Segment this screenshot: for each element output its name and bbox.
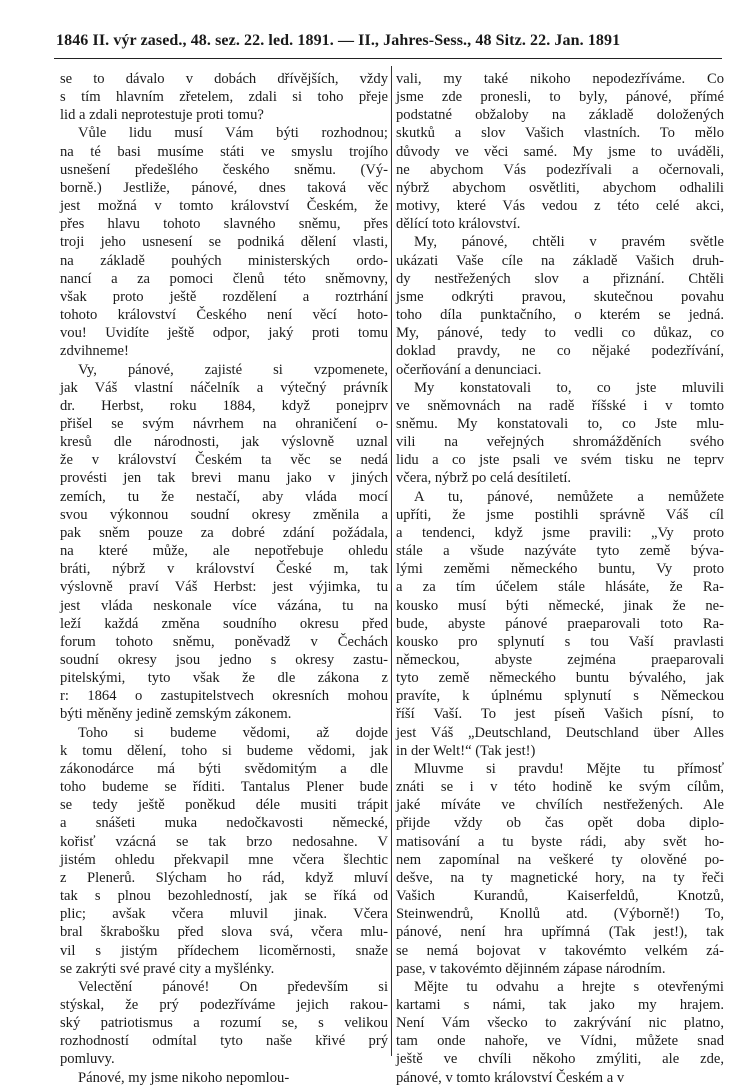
- text-line: jaké míváte ve chvílích nestřežených. Ale: [396, 797, 724, 814]
- text-line: kousko pro splynutí s tou Vaší pravlasti: [396, 633, 724, 650]
- text-line: My, pánové, chtěli v pravém světle: [414, 234, 724, 251]
- text-line: a za tím účelem stále hlásáte, že Ra-: [396, 579, 724, 596]
- column-divider: [391, 66, 392, 1056]
- text-line: sněmu. My konstatovali to, co Jste mlu-: [396, 415, 724, 432]
- text-line: ský patriotismus a rozumí se, s velikou: [60, 1015, 388, 1032]
- text-line: zemích, tu že nestačí, aby vláda mocí: [60, 488, 388, 505]
- text-line: kartami s námi, tak jako my hrajem.: [396, 996, 724, 1013]
- text-line: říší Vaší. To jest píseň Vašich písní, to: [396, 706, 724, 723]
- text-line: Vůle lidu musí Vám býti rozhodnou;: [78, 125, 388, 142]
- header-rule: [54, 58, 722, 59]
- left-column: [60, 70, 388, 1087]
- text-line: soudní okresy jsou jedno s okresy zastu-: [60, 652, 388, 668]
- text-line: býti měněny jedině zemským zákonem.: [60, 706, 292, 723]
- text-line: Vašich Kurandů, Kaiserfeldů, Knotzů,: [396, 888, 724, 905]
- text-line: ne abychom Vás podezřívali a očernovali,: [396, 161, 724, 178]
- text-line: skutků a slov Vašich vlastních. To mělo: [396, 125, 724, 142]
- text-line: A tu, pánové, nemůžete a nemůžete: [414, 488, 724, 505]
- text-line: svou výkonnou soudní okresy změnila a: [60, 506, 388, 523]
- text-line: však proto ještě rozdělení a roztrhání: [60, 288, 388, 305]
- text-line: s tím hlavním zřetelem, zdali si toho přeje: [60, 89, 388, 106]
- text-line: upříti, že jsme postihli správně Váš cíl: [396, 506, 724, 523]
- text-line: kořisť vzácná se tak brzo nedosahne. V: [60, 833, 388, 850]
- text-line: bude, abyste pánové praeparovali toto Ra-: [396, 615, 724, 632]
- text-line: výslovně praví Váš Herbst: jest výjimka, tu: [60, 579, 388, 596]
- text-line: matisování a tu byste rádi, aby svět ho-: [396, 833, 724, 850]
- text-line: ještě ve chvíli někoho zmýliti, ale zde,: [396, 1051, 724, 1068]
- text-line: troji jeho usnesení se podniká dělení vlasti,: [60, 234, 388, 251]
- text-line: pánové, v tomto království Českém a v: [396, 1069, 625, 1086]
- text-line: pravíte, k úplnému splynutí s Německou: [396, 688, 724, 705]
- text-line: dy nestřežených slov a přiznání. Chtěli: [396, 270, 724, 287]
- text-line: přišel se svým návrhem na ohraničení o-: [60, 415, 388, 432]
- text-line: očerňování a denunciaci.: [396, 361, 542, 378]
- text-line: Steinwendrů, Knollů atd. (Výborně!) To,: [396, 906, 724, 923]
- text-line: na které může, ale nepotřebuje ohledu: [60, 543, 388, 560]
- text-line: Toho si budeme vědomi, až dojde: [78, 724, 388, 741]
- text-line: provésti jen tak brevi manu jako v jiných: [60, 470, 388, 487]
- text-line: jak Váš vlastní náčelník a výtečný právník: [60, 379, 388, 396]
- text-line: Mluvme si pravdu! Mějte tu přímosť: [414, 760, 724, 777]
- text-line: stýskal, že prý podezříváme jejich rakou-: [60, 996, 388, 1013]
- text-line: německou, abyste zejména praeparovali: [396, 652, 724, 668]
- text-line: tyto země německého buntu bývalého, jak: [396, 670, 724, 687]
- text-line: leží každá změna soudního okresu před: [60, 615, 388, 632]
- text-line: Mějte tu odvahu a hrejte s otevřenými: [414, 978, 724, 995]
- text-line: stále a všude nazýváte tyto země býva-: [396, 543, 724, 560]
- text-line: lými zeměmi německého buntu, Vy proto: [396, 561, 724, 578]
- text-line: přes hlavu tohoto slavného sněmu, přes: [60, 216, 388, 233]
- text-line: včera, nýbrž po celá desítiletí.: [396, 470, 572, 487]
- text-line: ve sněmovnách na radě říšské i v tomto: [396, 397, 724, 414]
- text-line: zákonodárce má býti svědomitým a dle: [60, 760, 388, 777]
- text-line: tak s plnou bezohledností, jak se říká od: [60, 888, 388, 905]
- text-line: nýbrž abychom osvětliti, abychom odhalili: [396, 179, 724, 196]
- text-line: lidu a co jste psali ve svém tisku ne teprv: [396, 452, 724, 469]
- text-line: jsme zde pronesli, to byly, pánové, přímé: [396, 89, 724, 106]
- text-line: toho budeme se říditi. Tantalus Plener bude: [60, 779, 388, 796]
- text-line: se nemá bojovat v takovémto velkém zá-: [396, 942, 724, 959]
- right-column: [396, 70, 724, 1087]
- text-line: ukázati Vaše cíle na základě Vašich druh-: [396, 252, 724, 269]
- text-line: vil s jistým přídechem licoměrnosti, snaže: [60, 942, 388, 959]
- text-line: podstatné obžaloby na základě doložených: [396, 107, 724, 124]
- text-line: Velectění pánové! On především si: [78, 978, 388, 995]
- text-line: dr. Herbst, roku 1884, když ponejprv: [60, 397, 388, 414]
- text-line: rozhodností odmítal tyto naše křivé prý: [60, 1033, 388, 1050]
- text-line: My, pánové, tedy to vedli co důkaz, co: [396, 325, 724, 342]
- text-line: in der Welt!“ (Tak jest!): [396, 742, 536, 759]
- text-line: zdvihneme!: [60, 343, 129, 360]
- text-line: dělící toto království.: [396, 216, 521, 233]
- text-line: k tomu dělení, toho si budeme vědomi, jak: [60, 742, 388, 759]
- text-line: jsme odkrýti pravou, skutečnou povahu: [396, 288, 724, 305]
- text-line: přijde vždy ob čas opět doba diplo-: [396, 815, 724, 832]
- text-line: usnešení předešlého českého sněmu. (Vý-: [60, 161, 388, 178]
- text-line: vali, my také nikoho nepodezříváme. Co: [396, 71, 724, 87]
- text-line: tohoto království Českého není věcí hoto-: [60, 307, 388, 324]
- text-line: plic; avšak včera mluvil jinak. Včera: [60, 906, 388, 923]
- text-line: se tedy ještě poněkud déle musiti trápit: [60, 797, 388, 814]
- text-line: znáti se i v této hodině ke svým cílům,: [396, 779, 724, 796]
- text-line: Není Vám všecko to zakrývání nic platno,: [396, 1015, 724, 1032]
- text-line: kresů dle národnosti, jak výslovně uznal: [60, 434, 388, 451]
- text-line: motivy, které Vás vedou z této celé akci,: [396, 198, 724, 215]
- text-line: vili na veřejných shromážděních svého: [396, 434, 724, 451]
- text-line: a snášeti muka nedočkavosti německé,: [60, 815, 388, 832]
- text-line: forum tohoto sněmu, poněvadž v Čechách: [60, 633, 388, 650]
- text-line: kousko musí býti německé, jinak že ne-: [396, 597, 724, 614]
- text-line: se zakrýti své pravé city a myšlénky.: [60, 960, 275, 977]
- text-line: pomluvy.: [60, 1051, 115, 1068]
- text-line: jest možná v tomto království Českém, že: [60, 198, 388, 215]
- text-line: r: 1864 o zastupitelstvech okresních mohou: [60, 688, 388, 705]
- text-line: z Plenerů. Slýcham ho rád, když mluví: [60, 869, 388, 886]
- text-line: lid a zdali neprotestuje proti tomu?: [60, 107, 264, 124]
- text-line: jest Váš „Deutschland, Deutschland über Alles: [396, 724, 724, 741]
- text-line: na základě pouhých ministerských ordo-: [60, 252, 388, 269]
- page-header: 1846 II. výr zased., 48. sez. 22. led. 1891. — II., Jahres-Sess., 48 Sitz. 22. Jan. 1891: [56, 32, 621, 49]
- text-line: nem zapomínal na veškeré ty olověné po-: [396, 851, 724, 868]
- text-line: Pánové, my jsme nikoho nepomlou-: [78, 1069, 290, 1086]
- text-line: pak sněm pouze za dobré zdání požádala,: [60, 524, 388, 541]
- text-line: že v království Českém ta věc se nedá: [60, 452, 388, 469]
- text-line: důvody ve věci samé. My jsme to uváděli,: [396, 143, 724, 160]
- text-line: jest vláda neskonale více vázána, tu na: [60, 597, 388, 614]
- text-line: pitelskými, tyto však že dle zákona z: [60, 670, 388, 687]
- text-line: My konstatovali to, co jste mluvili: [414, 379, 724, 396]
- text-line: Vy, pánové, zajisté si vzpomenete,: [78, 361, 388, 378]
- text-line: toho díla punktačního, o kterém se jedná.: [396, 307, 724, 324]
- text-line: borně.) Jestliže, pánové, dnes taková věc: [60, 179, 388, 196]
- text-line: a tendenci, když jsme pravili: „Vy proto: [396, 524, 724, 541]
- text-line: na té basi musíme státi ve smyslu trojího: [60, 143, 388, 160]
- text-line: tam onde nahoře, ve Vídni, můžete snad: [396, 1033, 724, 1050]
- text-line: bráti, nýbrž v království České m, tak: [60, 561, 388, 578]
- text-line: nancí a za pomoci členů této sněmovny,: [60, 270, 388, 287]
- text-line: pase, v takovémto dějinném zápase národním.: [396, 960, 666, 977]
- text-line: pánové, není hra upřímná (Tak jest!), tak: [396, 924, 724, 941]
- text-line: jistém ohledu překvapil mne včera šlechtic: [60, 851, 388, 868]
- text-line: doklad pravdy, ne co nějaké podezřívání,: [396, 343, 724, 360]
- text-line: bral škrabošku před slova svá, včera mlu-: [60, 924, 388, 941]
- text-line: se to dávalo v dobách dřívějších, vždy: [60, 71, 388, 87]
- text-line: vou! Uvidíte ještě odpor, jaký proti tomu: [60, 325, 388, 342]
- text-line: dešve, na ty magnetické hory, na ty řeči: [396, 869, 724, 886]
